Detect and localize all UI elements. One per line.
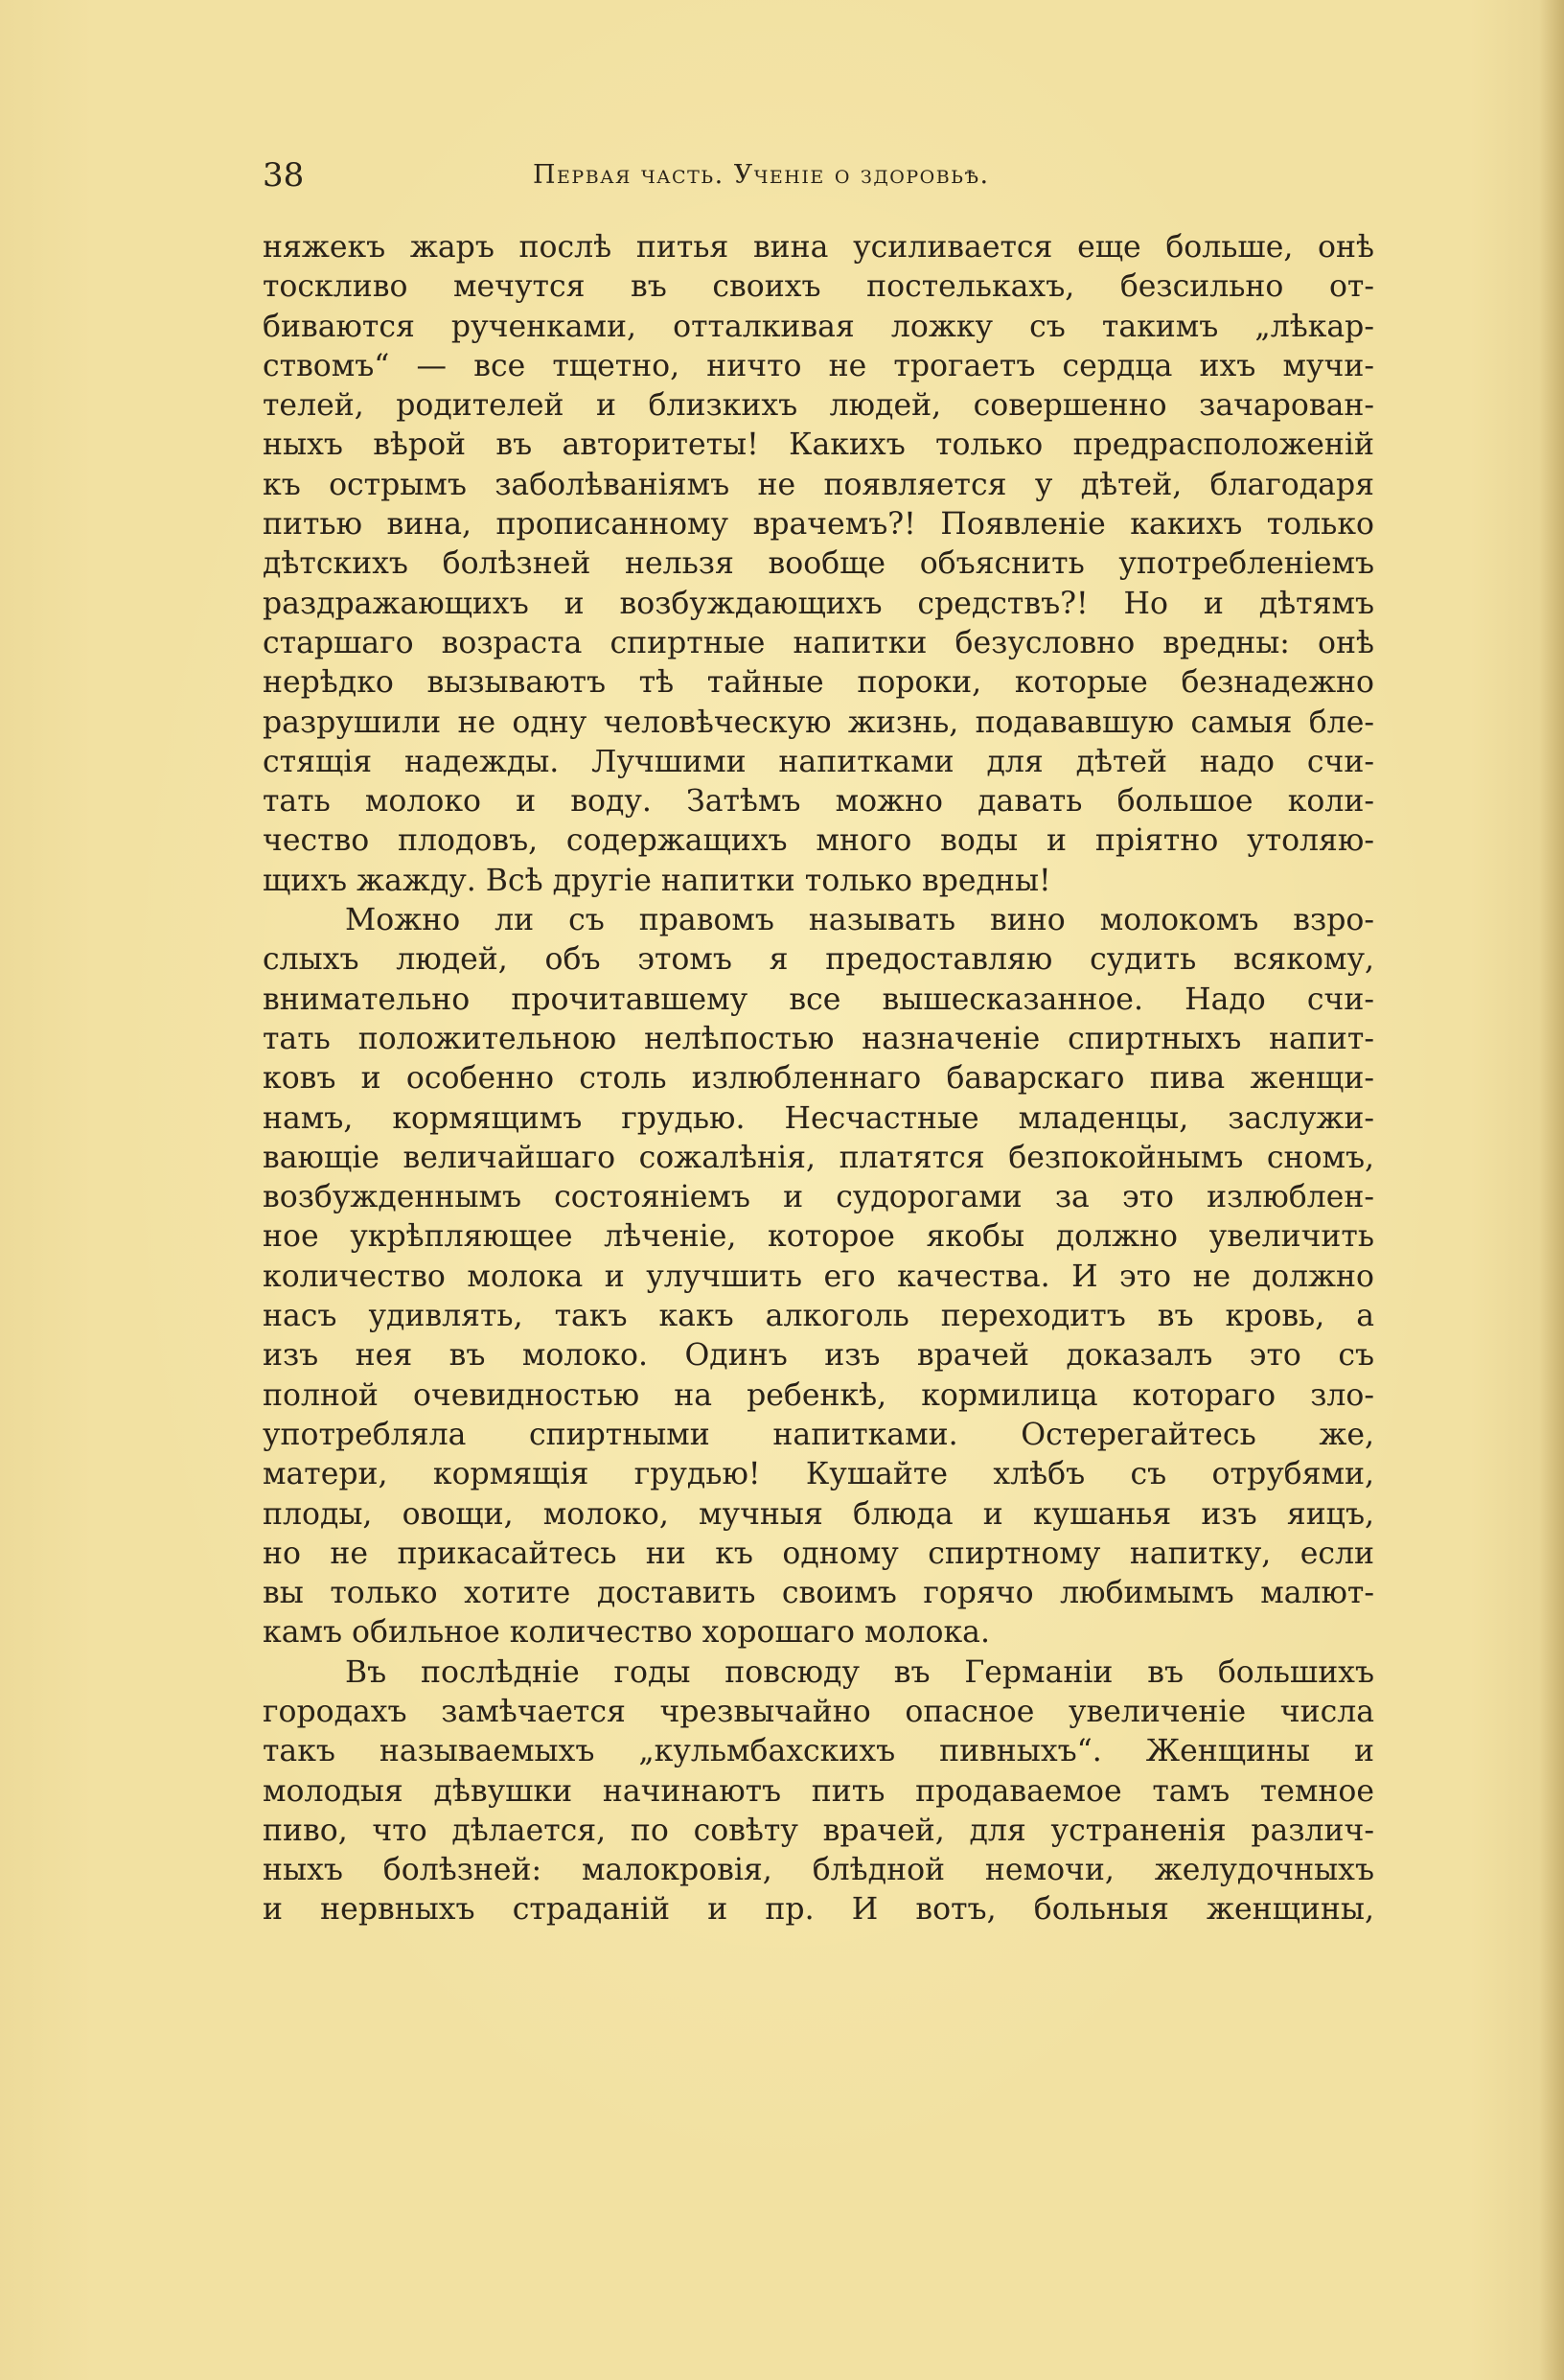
text-line: телей, родителей и близкихъ людей, совершенно зачарован- bbox=[263, 388, 1374, 424]
text-line: намъ, кормящимъ грудью. Несчастные младенцы, заслужи- bbox=[263, 1100, 1374, 1136]
text-line: вы только хотите доставить своимъ горячо любимымъ малют- bbox=[263, 1576, 1374, 1611]
text-line: ное укрѣпляющее лѣченіе, которое якобы должно увеличить bbox=[263, 1219, 1374, 1255]
text-line: вающіе величайшаго сожалѣнія, платятся безпокойнымъ сномъ, bbox=[263, 1140, 1374, 1175]
paragraph-end-line: щихъ жажду. Всѣ другіе напитки только вредны! bbox=[263, 863, 1051, 898]
paragraph-start-line: Въ послѣдніе годы повсюду въ Германіи въ большихъ bbox=[345, 1654, 1374, 1690]
text-line: разрушили не одну человѣческую жизнь, подававшую самыя бле- bbox=[263, 705, 1374, 740]
text-line: ныхъ вѣрой въ авторитеты! Какихъ только предрасположеній bbox=[263, 427, 1374, 463]
text-line: тоскливо мечутся въ своихъ постелькахъ, безсильно от- bbox=[263, 269, 1374, 305]
text-line: старшаго возраста спиртные напитки безусловно вредны: онѣ bbox=[263, 625, 1374, 660]
text-line: няжекъ жаръ послѣ питья вина усиливается еще больше, онѣ bbox=[263, 230, 1374, 265]
text-line: насъ удивлять, такъ какъ алкоголь переходитъ въ кровь, а bbox=[263, 1299, 1374, 1334]
text-line: ковъ и особенно столь излюбленнаго баварскаго пива женщи- bbox=[263, 1061, 1374, 1097]
page-edge-shadow bbox=[1539, 0, 1564, 2380]
text-line: такъ называемыхъ „кульмбахскихъ пивныхъ“. Женщины и bbox=[263, 1734, 1374, 1769]
text-line: плоды, овощи, молоко, мучныя блюда и кушанья изъ яицъ, bbox=[263, 1496, 1374, 1532]
running-head: Первая часть. Ученіе о здоровьѣ. bbox=[533, 160, 990, 190]
text-line: полной очевидностью на ребенкѣ, кормилица котораго зло- bbox=[263, 1377, 1374, 1413]
text-line: изъ нея въ молоко. Одинъ изъ врачей доказалъ это съ bbox=[263, 1338, 1374, 1374]
text-line: ныхъ болѣзней: малокровія, блѣдной немочи, желудочныхъ bbox=[263, 1853, 1374, 1888]
text-line: возбужденнымъ состояніемъ и судорогами за это излюблен- bbox=[263, 1180, 1374, 1215]
text-line: слыхъ людей, объ этомъ я предоставляю судить всякому, bbox=[263, 942, 1374, 978]
text-line: количество молока и улучшить его качества. И это не должно bbox=[263, 1259, 1374, 1294]
text-line: стящія надежды. Лучшими напитками для дѣтей надо счи- bbox=[263, 744, 1374, 779]
text-line: городахъ замѣчается чрезвычайно опасное увеличеніе числа bbox=[263, 1694, 1374, 1729]
paragraph-start-line: Можно ли съ правомъ называть вино молокомъ взро- bbox=[345, 903, 1374, 938]
text-line: и нервныхъ страданій и пр. И вотъ, больныя женщины, bbox=[263, 1892, 1374, 1928]
text-line: пиво, что дѣлается, по совѣту врачей, для устраненія различ- bbox=[263, 1813, 1374, 1848]
text-line: раздражающихъ и возбуждающихъ средствъ?! Но и дѣтямъ bbox=[263, 586, 1374, 621]
text-line: ствомъ“ — все тщетно, ничто не трогаетъ сердца ихъ мучи- bbox=[263, 348, 1374, 383]
paragraph-end-line: камъ обильное количество хорошаго молока. bbox=[263, 1615, 990, 1651]
text-line: нерѣдко вызываютъ тѣ тайные пороки, которые безнадежно bbox=[263, 665, 1374, 701]
text-line: чество плодовъ, содержащихъ много воды и пріятно утоляю- bbox=[263, 823, 1374, 859]
text-line: но не прикасайтесь ни къ одному спиртному напитку, если bbox=[263, 1536, 1374, 1571]
text-line: тать положительною нелѣпостью назначеніе спиртныхъ напит- bbox=[263, 1021, 1374, 1056]
page-number: 38 bbox=[263, 156, 305, 195]
text-line: питью вина, прописанному врачемъ?! Появленіе какихъ только bbox=[263, 507, 1374, 543]
text-line: молодыя дѣвушки начинаютъ пить продаваемое тамъ темное bbox=[263, 1773, 1374, 1809]
text-line: дѣтскихъ болѣзней нельзя вообще объяснить употребленіемъ bbox=[263, 546, 1374, 582]
text-line: матери, кормящія грудью! Кушайте хлѣбъ съ отрубями, bbox=[263, 1457, 1374, 1492]
text-line: биваются рученками, отталкивая ложку съ такимъ „лѣкар- bbox=[263, 309, 1374, 344]
page-header bbox=[263, 151, 1374, 199]
text-line: внимательно прочитавшему все вышесказанное. Надо счи- bbox=[263, 982, 1374, 1017]
text-line: къ острымъ заболѣваніямъ не появляется у дѣтей, благодаря bbox=[263, 467, 1374, 502]
body-text bbox=[263, 228, 1374, 1930]
text-line: тать молоко и воду. Затѣмъ можно давать большое коли- bbox=[263, 784, 1374, 820]
text-line: употребляла спиртными напитками. Остерегайтесь же, bbox=[263, 1417, 1374, 1452]
